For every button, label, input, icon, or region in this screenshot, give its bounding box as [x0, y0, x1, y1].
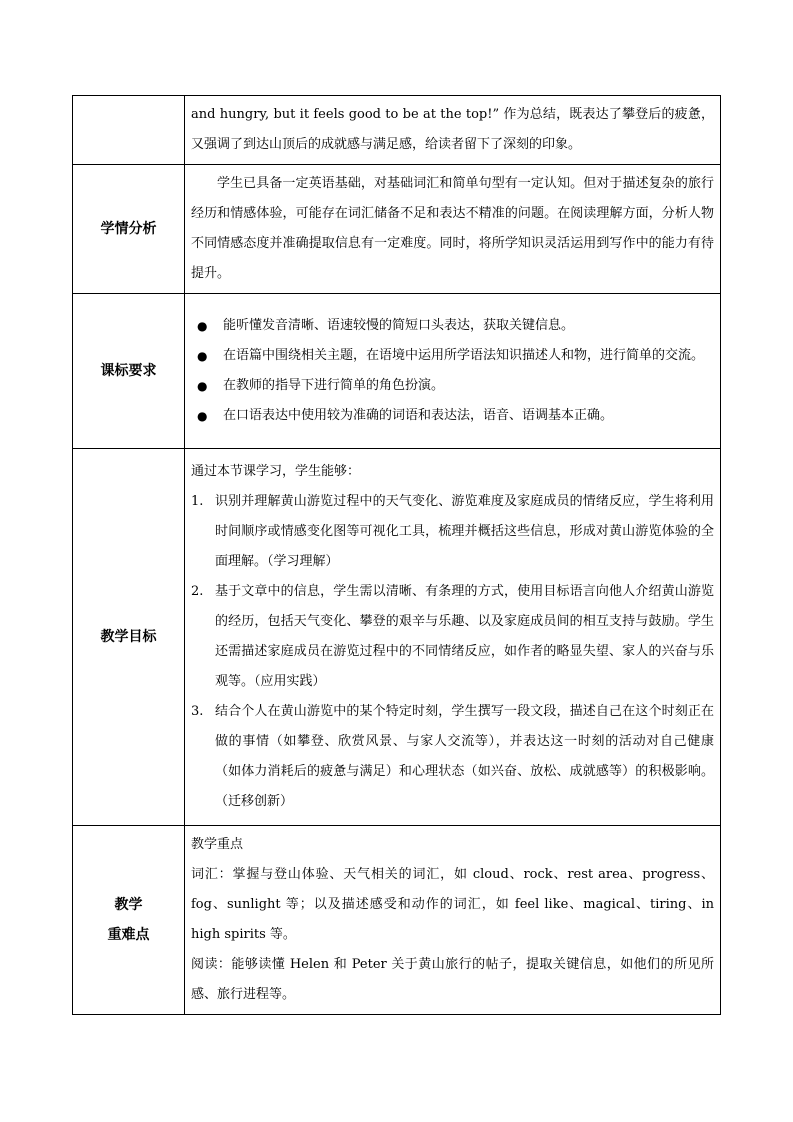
intro-text: and hungry, but it feels good to be at the top!” 作为总结，既表达了攀登后的疲惫，又强调了到达山顶后的成就感与满足感，给读者留下了深刻的印象。	[191, 107, 714, 152]
lesson-plan-table	[72, 95, 721, 1015]
objective-number: 3.	[191, 704, 204, 719]
objective-text: 结合个人在黄山游览中的某个特定时刻，学生撰写一段文段，描述自己在这个时刻正在做的事情（如攀登、欣赏风景、与家人交流等），并表达这一时刻的活动对自己健康（如体力消耗后的疲惫与满足）和心理状态（如兴奋、放松、成就感等）的积极影响。（迁移创新）	[215, 704, 714, 809]
intro-cell	[185, 96, 721, 165]
row-key-points	[73, 826, 721, 1015]
objective-item	[191, 697, 714, 817]
objectives-lead: 通过本节课学习，学生能够：	[191, 464, 361, 479]
bullet-icon: ●	[197, 319, 208, 333]
curriculum-item	[191, 401, 714, 431]
label-teaching-objectives: 教学目标	[73, 449, 185, 826]
curriculum-item	[191, 341, 714, 371]
student-analysis-text: 学生已具备一定英语基础，对基础词汇和简单句型有一定认知。但对于描述复杂的旅行经历和情感体验，可能存在词汇储备不足和表达不精准的问题。在阅读理解方面，分析人物不同情感态度并准确提取信息有一定难度。同时，将所学知识灵活运用到写作中的能力有待提升。	[191, 176, 714, 281]
objective-number: 1.	[191, 494, 204, 509]
curriculum-cell	[185, 294, 721, 449]
objective-text: 识别并理解黄山游览过程中的天气变化、游览难度及家庭成员的情绪反应，学生将利用时间顺序或情感变化图等可视化工具，梳理并概括这些信息，形成对黄山游览体验的全面理解。（学习理解）	[215, 494, 714, 569]
objective-number: 2.	[191, 584, 204, 599]
row-teaching-objectives	[73, 449, 721, 826]
curriculum-item	[191, 311, 714, 341]
objective-item	[191, 577, 714, 697]
curriculum-item-text: 在口语表达中使用较为准确的词语和表达法，语音、语调基本正确。	[223, 408, 614, 423]
label-student-analysis: 学情分析	[73, 165, 185, 294]
student-analysis-cell	[185, 165, 721, 294]
objective-text: 基于文章中的信息，学生需以清晰、有条理的方式，使用目标语言向他人介绍黄山游览的经历，包括天气变化、攀登的艰辛与乐趣、以及家庭成员间的相互支持与鼓励。学生还需描述家庭成员在游览过程中的不同情绪反应，如作者的略显失望、家人的兴奋与乐观等。（应用实践）	[215, 584, 714, 689]
row-label-empty	[73, 96, 185, 165]
label-curriculum-requirements: 课标要求	[73, 294, 185, 449]
label-key-points-line1: 教学	[114, 897, 143, 913]
label-key-points	[73, 826, 185, 1015]
row-student-analysis	[73, 165, 721, 294]
curriculum-item	[191, 371, 714, 401]
bullet-icon: ●	[197, 379, 208, 393]
curriculum-item-text: 在语篇中围绕相关主题，在语境中运用所学语法知识描述人和物，进行简单的交流。	[223, 348, 705, 363]
curriculum-item-text: 能听懂发音清晰、语速较慢的简短口头表达，获取关键信息。	[223, 318, 575, 333]
curriculum-item-text: 在教师的指导下进行简单的角色扮演。	[223, 378, 445, 393]
bullet-icon: ●	[197, 349, 208, 363]
key-points-heading: 教学重点	[191, 837, 244, 852]
row-curriculum-requirements	[73, 294, 721, 449]
objective-item	[191, 487, 714, 577]
objectives-cell	[185, 449, 721, 826]
key-points-vocab: 词汇：掌握与登山体验、天气相关的词汇，如 cloud、rock、rest area、progress、fog、sunlight 等；以及描述感受和动作的词汇，如 feel like、magical、tiring、in high spirits 等。	[191, 867, 714, 942]
label-key-points-line2: 重难点	[107, 927, 150, 943]
key-points-cell	[185, 826, 721, 1015]
bullet-icon: ●	[197, 409, 208, 423]
row-intro-continuation	[73, 96, 721, 165]
key-points-reading: 阅读：能够读懂 Helen 和 Peter 关于黄山旅行的帖子，提取关键信息，如他们的所见所感、旅行进程等。	[191, 957, 714, 1002]
